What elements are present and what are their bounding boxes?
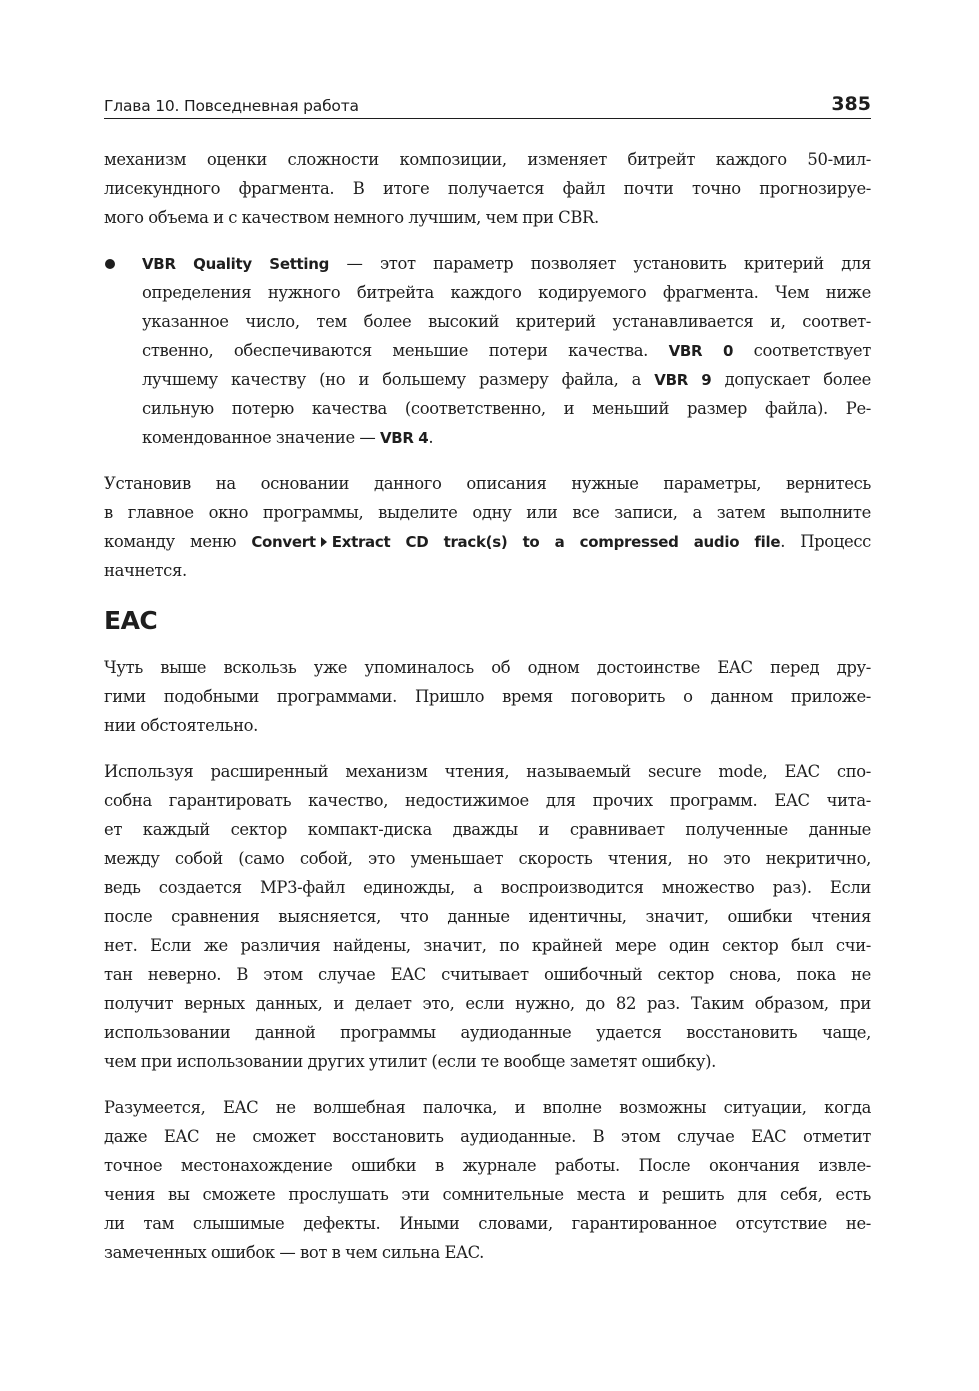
paragraph-intro — [104, 145, 871, 232]
chapter-title: Глава 10. Повседневная работа — [104, 97, 359, 115]
term-vbr-4: VBR 4 — [379, 429, 429, 447]
text-line: определения нужного битрейта каждого кодируемого фрагмента. Чем ниже — [142, 283, 871, 302]
book-page — [104, 0, 871, 1391]
menu-path-extract-cd: Extract CD track(s) to a compressed audio file — [331, 533, 781, 551]
text-line: гими подобными программами. Пришло время поговорить о данном приложе- — [104, 687, 871, 706]
text-line: тан неверно. В этом случае EAC считывает ошибочный сектор снова, пока не — [104, 965, 871, 984]
text-line: нет. Если же различия найдены, значит, по крайней мере один сектор был счи- — [104, 936, 871, 955]
paragraph-eac-3 — [104, 1093, 871, 1267]
text-line: ведь создается MP3-файл единожды, а воспроизводится множество раз). Если — [104, 878, 871, 897]
text-line: даже EAC не сможет восстановить аудиоданные. В этом случае EAC отметит — [104, 1127, 871, 1146]
term-vbr-0: VBR 0 — [668, 342, 734, 360]
text-line: в главное окно программы, выделите одну или все записи, а затем выполните — [104, 503, 871, 522]
text-line: чения вы сможете прослушать эти сомнительные места и решить для себя, есть — [104, 1185, 871, 1204]
menu-arrow-icon — [321, 537, 327, 547]
menu-path-convert: Convert — [251, 533, 316, 551]
running-header — [104, 88, 871, 119]
term-vbr-quality-setting: VBR Quality Setting — [142, 255, 330, 273]
text-line: ли там слышимые дефекты. Иными словами, гарантированное отсутствие не- — [104, 1214, 871, 1233]
text-line: Используя расширенный механизм чтения, называемый secure mode, EAC спо- — [104, 762, 871, 781]
text-line: чем при использовании других утилит (если те вообще заметят ошибку). — [104, 1052, 717, 1071]
text-line: точное местонахождение ошибки в журнале работы. После окончания извле- — [104, 1156, 871, 1175]
text-line: Установив на основании данного описания нужные параметры, вернитесь — [104, 474, 871, 493]
text-line: ственно, обеспечиваются меньшие потери качества. VBR 0 соответствует — [142, 341, 871, 360]
text-line: VBR Quality Setting — этот параметр позволяет установить критерий для — [142, 254, 871, 273]
section-heading-eac: EAC — [104, 606, 158, 635]
text-line: комендованное значение — VBR 4. — [142, 428, 434, 447]
text-line: указанное число, тем более высокий критерий устанавливается и, соответ- — [142, 312, 871, 331]
text-line: лисекундного фрагмента. В итоге получается файл почти точно прогнозируе- — [104, 179, 871, 198]
bullet-marker — [105, 259, 115, 269]
text-line: нии обстоятельно. — [104, 716, 259, 735]
text-line: собна гарантировать качество, недостижимое для прочих программ. EAC чита- — [104, 791, 871, 810]
text-line: механизм оценки сложности композиции, изменяет битрейт каждого 50-мил- — [104, 150, 871, 169]
text-line: начнется. — [104, 561, 187, 580]
text-line: после сравнения выясняется, что данные идентичны, значит, ошибки чтения — [104, 907, 871, 926]
bullet-item-vbr-quality — [142, 249, 871, 452]
text-line: получит верных данных, и делает это, если нужно, до 82 раз. Таким образом, при — [104, 994, 871, 1013]
text-line: между собой (само собой, это уменьшает скорость чтения, но это некритично, — [104, 849, 871, 868]
text-line: Чуть выше вскользь уже упоминалось об одном достоинстве EAC перед дру- — [104, 658, 871, 677]
text-line: Разумеется, EAC не волшебная палочка, и вполне возможны ситуации, когда — [104, 1098, 871, 1117]
term-vbr-9: VBR 9 — [654, 371, 712, 389]
text-line: сильную потерю качества (соответственно, и меньший размер файла). Ре- — [142, 399, 871, 418]
text-line: команду меню Convert Extract CD track(s) to a compressed audio file. Процесс — [104, 532, 871, 551]
text-line: мого объема и с качеством немного лучшим, чем при CBR. — [104, 208, 599, 227]
paragraph-eac-1 — [104, 653, 871, 740]
text-line: лучшему качеству (но и большему размеру файла, а VBR 9 допускает более — [142, 370, 871, 389]
paragraph-convert — [104, 469, 871, 585]
text-line: использовании данной программы аудиоданные удается восстановить чаще, — [104, 1023, 871, 1042]
text-line: ет каждый сектор компакт-диска дважды и сравнивает полученные данные — [104, 820, 871, 839]
text-line: замеченных ошибок — вот в чем сильна EAC. — [104, 1243, 485, 1262]
page-number: 385 — [831, 93, 871, 115]
paragraph-eac-2 — [104, 757, 871, 1076]
